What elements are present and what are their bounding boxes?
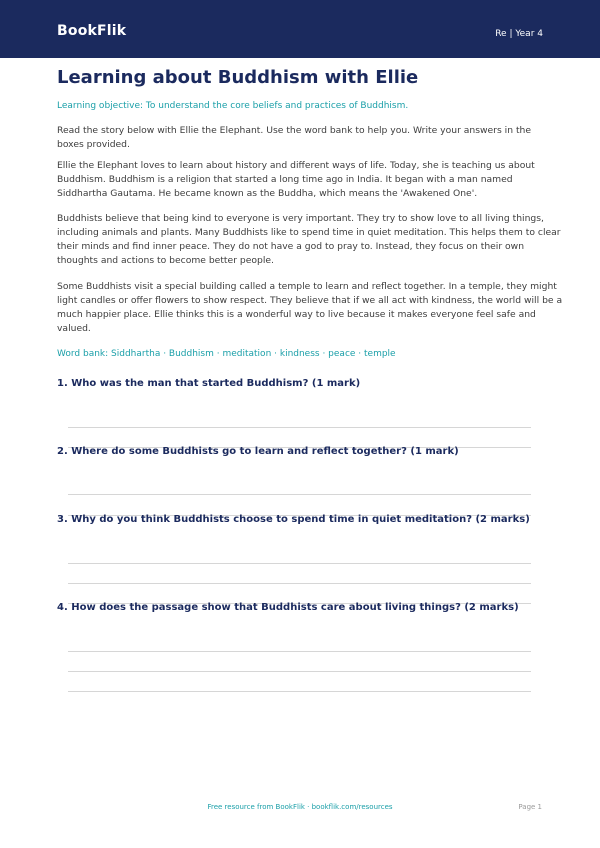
story-line: Buddhists believe that being kind to everyone is very important. They try to show love to all living things, (57, 213, 544, 224)
answer-line-q1[interactable] (68, 427, 531, 428)
story-line: valued. (57, 323, 91, 334)
subject-year-label: Re | Year 4 (495, 29, 543, 39)
story-line: Some Buddhists visit a special building called a temple to learn and reflect together. In a temple, they might (57, 281, 557, 292)
story-line: Ellie the Elephant loves to learn about history and different ways of life. Today, she is teaching us about (57, 160, 535, 171)
story-line: thoughts and actions to become better people. (57, 255, 274, 266)
answer-line-q4[interactable] (68, 671, 531, 672)
question-3: 3. Why do you think Buddhists choose to spend time in quiet meditation? (2 marks) (57, 514, 530, 525)
story-line: including animals and plants. Many Buddhists like to spend time in quiet meditation. This helps them to clear (57, 227, 561, 238)
header-bar (0, 0, 600, 58)
story-paragraph-2 (57, 212, 561, 268)
answer-line-q3[interactable] (68, 563, 531, 564)
instructions (57, 124, 547, 152)
footer-credit: Free resource from BookFlik · bookflik.com/resources (207, 803, 393, 811)
answer-line-q2[interactable] (68, 494, 531, 495)
answer-line-q4[interactable] (68, 651, 531, 652)
instructions-line: Read the story below with Ellie the Elephant. Use the word bank to help you. Write your answers in the (57, 125, 532, 136)
story-line: their minds and find inner peace. They do not have a god to pray to. Instead, they focus on their own (57, 241, 525, 252)
learning-objective: Learning objective: To understand the core beliefs and practices of Buddhism. (57, 101, 409, 111)
answer-line-q3[interactable] (68, 583, 531, 584)
page-title: Learning about Buddhism with Ellie (57, 67, 419, 88)
instructions-line: boxes provided. (57, 139, 130, 150)
story-line: Siddhartha Gautama. He became known as the Buddha, which means the 'Awakened One'. (57, 188, 478, 199)
story-line: much happier place. Ellie thinks this is a wonderful way to live because it makes everyone feel safe and (57, 309, 536, 320)
question-1: 1. Who was the man that started Buddhism? (1 mark) (57, 378, 361, 389)
story-paragraph-1 (57, 159, 547, 201)
page-number: Page 1 (518, 803, 542, 811)
word-bank: Word bank: Siddhartha · Buddhism · meditation · kindness · peace · temple (57, 349, 396, 359)
brand-logo: BookFlik (57, 23, 127, 39)
question-2: 2. Where do some Buddhists go to learn and reflect together? (1 mark) (57, 446, 459, 457)
story-paragraph-3 (57, 280, 563, 336)
question-4: 4. How does the passage show that Buddhists care about living things? (2 marks) (57, 602, 519, 613)
answer-line-q4[interactable] (68, 691, 531, 692)
story-line: Buddhism. Buddhism is a religion that started a long time ago in India. It began with a man named (57, 174, 513, 185)
story-line: light candles or offer flowers to show respect. They believe that if we all act with kindness, the world will be a (57, 295, 563, 306)
